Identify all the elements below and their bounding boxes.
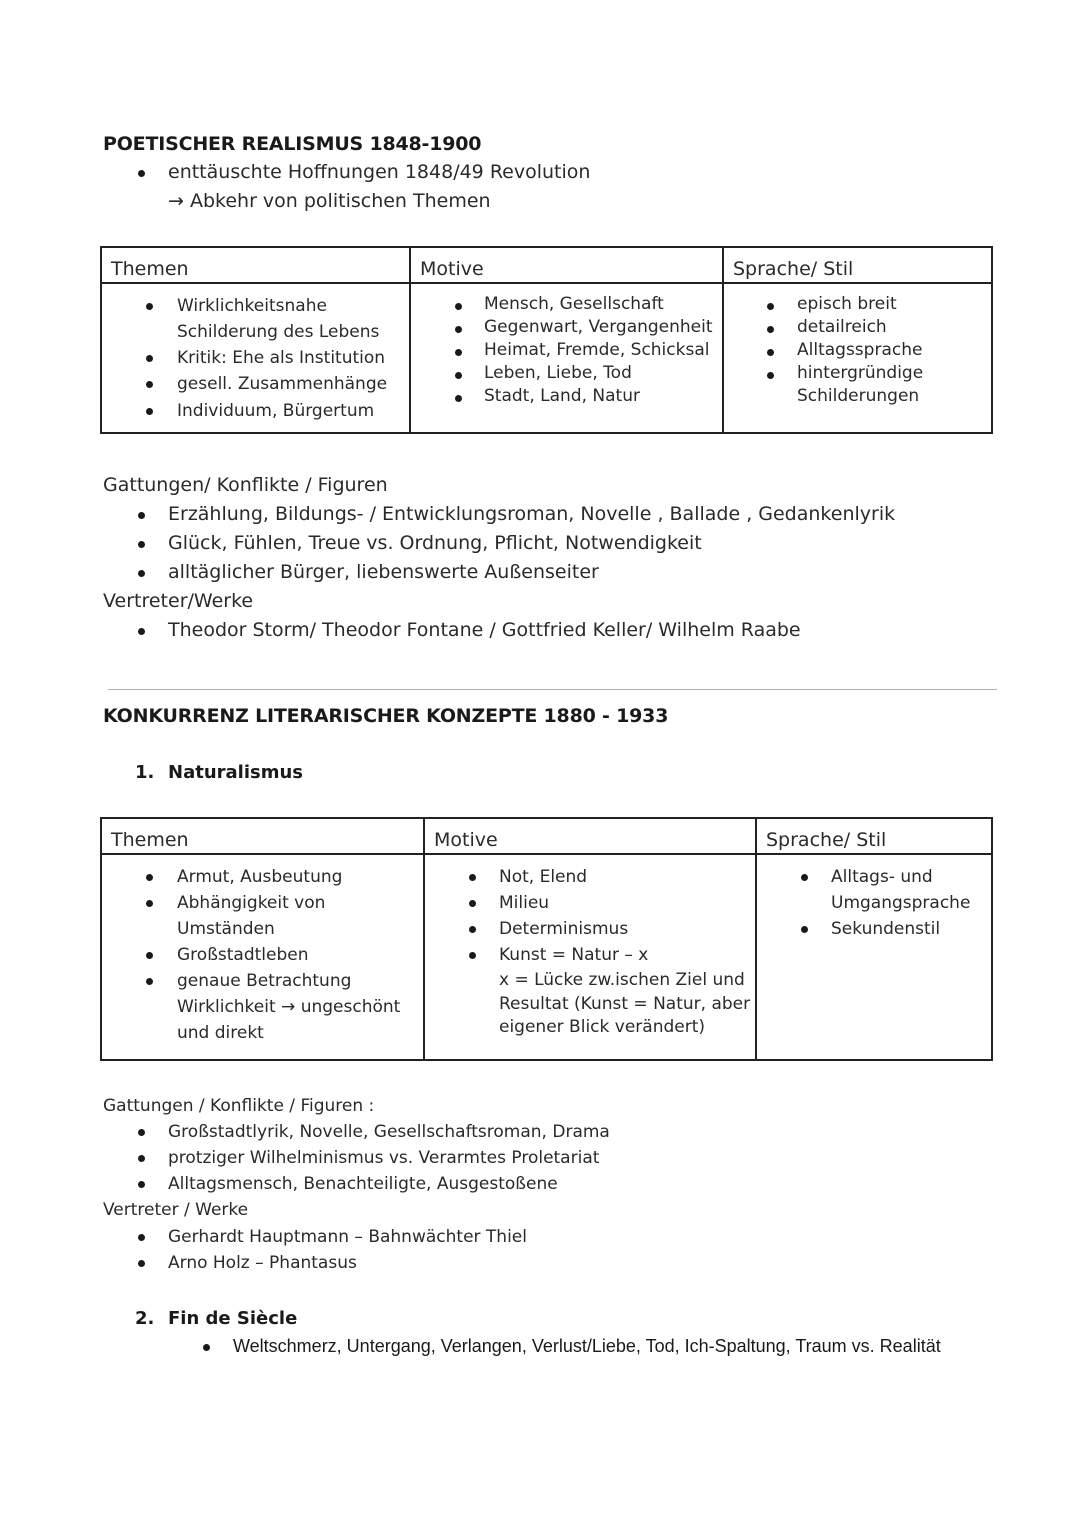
list-item: Großstadtleben xyxy=(177,945,309,965)
list-item: Alltagssprache xyxy=(797,340,923,360)
bullet-icon xyxy=(455,372,462,379)
bullet-icon xyxy=(455,303,462,310)
subsection-title: Naturalismus xyxy=(168,762,303,783)
bullet-icon xyxy=(138,628,145,635)
list-item: Individuum, Bürgertum xyxy=(177,401,375,421)
bullet-icon xyxy=(801,926,808,933)
table-header: Themen xyxy=(111,258,189,280)
list-item: Stadt, Land, Natur xyxy=(484,386,640,406)
bullet-icon xyxy=(138,1234,145,1241)
list-item: Gegenwart, Vergangenheit xyxy=(484,317,713,337)
list-item: Glück, Fühlen, Treue vs. Ordnung, Pflicht, Notwendigkeit xyxy=(168,532,702,554)
bullet-icon xyxy=(455,326,462,333)
bullet-icon xyxy=(767,349,774,356)
bullet-icon xyxy=(138,1155,145,1162)
list-item: episch breit xyxy=(797,294,897,314)
bullet-icon xyxy=(138,570,145,577)
list-item: eigener Blick verändert) xyxy=(499,1017,706,1037)
list-item: genaue Betrachtung xyxy=(177,971,352,991)
bullet-icon xyxy=(767,326,774,333)
list-item: Heimat, Fremde, Schicksal xyxy=(484,340,710,360)
bullet-icon xyxy=(146,408,153,415)
list-item: Not, Elend xyxy=(499,867,588,887)
list-item: Weltschmerz, Untergang, Verlangen, Verlust/Liebe, Tod, Ich-Spaltung, Traum vs. Realität xyxy=(233,1336,941,1356)
bullet-icon xyxy=(767,303,774,310)
gattungen-label: Gattungen / Konflikte / Figuren : xyxy=(103,1096,375,1116)
list-item: und direkt xyxy=(177,1023,264,1043)
bullet-icon xyxy=(455,349,462,356)
subsection-title: Fin de Siècle xyxy=(168,1308,298,1329)
list-item: x = Lücke zw.ischen Ziel und xyxy=(499,970,745,990)
table-header: Sprache/ Stil xyxy=(733,258,854,280)
bullet-icon xyxy=(469,926,476,933)
list-item: Milieu xyxy=(499,893,550,913)
list-item: Kritik: Ehe als Institution xyxy=(177,348,386,368)
list-item: Sekundenstil xyxy=(831,919,941,939)
list-item: Resultat (Kunst = Natur, aber xyxy=(499,994,751,1014)
bullet-icon xyxy=(138,1129,145,1136)
bullet-icon xyxy=(146,381,153,388)
subsection-number: 2. xyxy=(135,1308,155,1329)
bullet-icon xyxy=(469,874,476,881)
list-item: Mensch, Gesellschaft xyxy=(484,294,664,314)
bullet-icon xyxy=(455,395,462,402)
bullet-icon xyxy=(138,541,145,548)
bullet-icon xyxy=(138,1181,145,1188)
bullet-icon xyxy=(146,952,153,959)
intro-line: → Abkehr von politischen Themen xyxy=(168,190,491,212)
bullet-icon xyxy=(146,355,153,362)
list-item: Determinismus xyxy=(499,919,629,939)
list-item: Kunst = Natur – x xyxy=(499,945,649,965)
list-item: Wirklichkeit → ungeschönt xyxy=(177,997,401,1017)
list-item: Umgangsprache xyxy=(831,893,971,913)
list-item: Leben, Liebe, Tod xyxy=(484,363,632,383)
bullet-icon xyxy=(146,303,153,310)
table-header: Sprache/ Stil xyxy=(766,829,887,851)
bullet-icon xyxy=(146,978,153,985)
list-item: Erzählung, Bildungs- / Entwicklungsroman, Novelle , Ballade , Gedankenlyrik xyxy=(168,503,896,525)
list-item: gesell. Zusammenhänge xyxy=(177,374,388,394)
list-item: Alltagsmensch, Benachteiligte, Ausgestoßene xyxy=(168,1174,558,1194)
list-item: Schilderungen xyxy=(797,386,920,406)
bullet-icon xyxy=(146,874,153,881)
list-item: Alltags- und xyxy=(831,867,933,887)
list-item: Schilderung des Lebens xyxy=(177,322,380,342)
bullet-icon xyxy=(469,952,476,959)
table-header: Motive xyxy=(434,829,498,851)
bullet-icon xyxy=(138,170,145,177)
list-item: Gerhardt Hauptmann – Bahnwächter Thiel xyxy=(168,1227,527,1247)
table-header: Themen xyxy=(111,829,189,851)
bullet-icon xyxy=(138,512,145,519)
vertreter-label: Vertreter/Werke xyxy=(103,590,254,612)
bullet-icon xyxy=(801,874,808,881)
list-item: alltäglicher Bürger, liebenswerte Außenseiter xyxy=(168,561,599,583)
subsection-number: 1. xyxy=(135,762,155,783)
gattungen-label: Gattungen/ Konflikte / Figuren xyxy=(103,474,388,496)
list-item: Abhängigkeit von xyxy=(177,893,326,913)
intro-line: enttäuschte Hoffnungen 1848/49 Revolution xyxy=(168,161,591,183)
list-item: Umständen xyxy=(177,919,275,939)
bullet-icon xyxy=(138,1260,145,1267)
overview-table xyxy=(100,246,993,434)
vertreter-label: Vertreter / Werke xyxy=(103,1200,249,1220)
list-item: Wirklichkeitsnahe xyxy=(177,296,327,316)
naturalismus-table xyxy=(100,817,993,1061)
section-title: POETISCHER REALISMUS 1848-1900 xyxy=(103,133,482,155)
section-title: KONKURRENZ LITERARISCHER KONZEPTE 1880 - 1933 xyxy=(103,705,669,727)
bullet-icon xyxy=(767,372,774,379)
list-item: Arno Holz – Phantasus xyxy=(168,1253,357,1273)
table-header: Motive xyxy=(420,258,484,280)
list-item: Theodor Storm/ Theodor Fontane / Gottfried Keller/ Wilhelm Raabe xyxy=(168,619,801,641)
list-item: hintergründige xyxy=(797,363,924,383)
bullet-icon xyxy=(146,900,153,907)
list-item: protziger Wilhelminismus vs. Verarmtes Proletariat xyxy=(168,1148,600,1168)
list-item: detailreich xyxy=(797,317,887,337)
list-item: Armut, Ausbeutung xyxy=(177,867,343,887)
bullet-icon xyxy=(469,900,476,907)
section-divider xyxy=(108,689,997,690)
list-item: Großstadtlyrik, Novelle, Gesellschaftsroman, Drama xyxy=(168,1122,610,1142)
bullet-icon xyxy=(203,1344,210,1351)
